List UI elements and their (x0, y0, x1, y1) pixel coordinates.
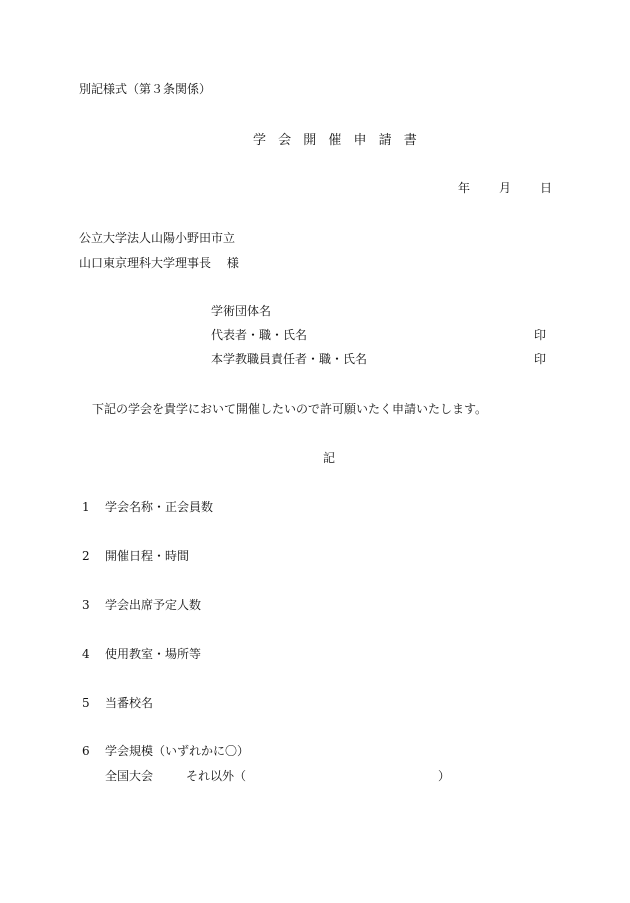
item-number: 1 (82, 500, 90, 514)
item-label: 学会出席予定人数 (105, 598, 202, 612)
item-number: 4 (82, 647, 90, 661)
request-statement: 下記の学会を貴学において開催したいので許可願いたく申請いたします。 (92, 402, 488, 416)
item-number: 5 (82, 696, 90, 710)
page-title: 学 会 開 催 申 請 書 (253, 133, 421, 148)
item-number: 2 (82, 549, 90, 563)
staff-responsible-label: 本学教職員責任者・職・氏名 (211, 352, 368, 366)
representative-label: 代表者・職・氏名 (211, 328, 308, 342)
date-month-label: 月 (499, 181, 512, 195)
item-label: 使用教室・場所等 (105, 647, 202, 661)
other-conference-option: それ以外（ (186, 769, 247, 783)
item-number: 3 (82, 598, 90, 612)
addressee-line-2: 山口東京理科大学理事長 様 (79, 256, 239, 270)
item-label: 開催日程・時間 (105, 549, 190, 563)
item-label: 当番校名 (105, 696, 154, 710)
other-close-paren: ） (438, 769, 451, 783)
item-number: 6 (82, 744, 90, 758)
representative-seal: 印 (534, 328, 547, 342)
national-conference-option: 全国大会 (105, 769, 154, 783)
staff-seal: 印 (534, 352, 547, 366)
item-label: 学会名称・正会員数 (105, 500, 214, 514)
date-day-label: 日 (540, 181, 553, 195)
date-year-label: 年 (458, 181, 471, 195)
form-label: 別記様式（第３条関係） (79, 82, 212, 96)
org-name-label: 学術団体名 (211, 304, 272, 318)
item-label: 学会規模（いずれかに〇） (105, 744, 250, 758)
ki-heading: 記 (323, 451, 336, 465)
addressee-line-1: 公立大学法人山陽小野田市立 (79, 231, 236, 245)
